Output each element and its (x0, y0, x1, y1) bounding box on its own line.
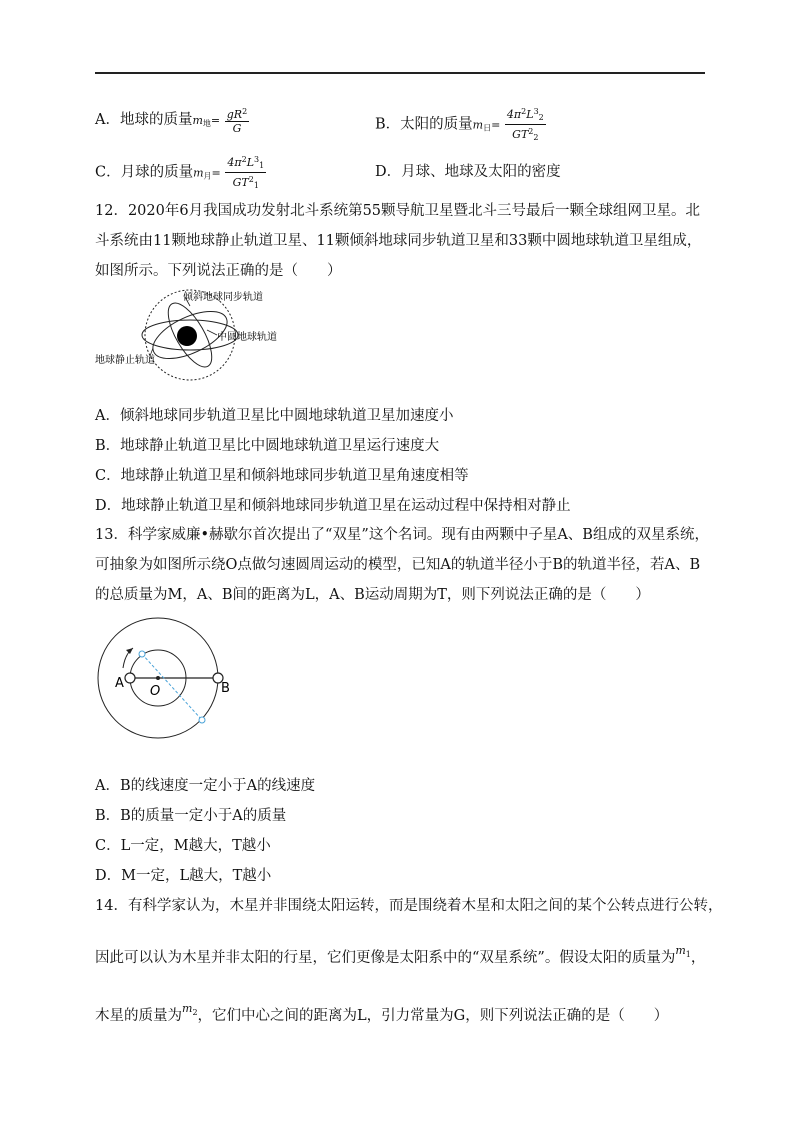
q14-line-3: 木星的质量为$^{m2}$，它们中心之间的距离为L，引力常量为G，则下列说法正确的是（ ） (95, 1002, 669, 1024)
q11-c-fraction: $\frac{4\pi^2L^3_1}{GT^2_1}$ (227, 155, 265, 190)
label-static: 地球静止轨道 (95, 355, 155, 366)
q13-option-c: C．L一定，M越大，T越小 (95, 838, 271, 854)
label-a: A (115, 676, 124, 691)
q11-option-a: A．地球的质量$m_地=$ $\frac{gR^2}{G}$ (95, 107, 248, 135)
q13-option-b: B．B的质量一定小于A的质量 (95, 808, 287, 824)
q11-option-d: D．月球、地球及太阳的密度 (375, 164, 561, 180)
earth (177, 326, 197, 346)
q12-stem: 12．2020年6月我国成功发射北斗系统第55颗导航卫星暨北斗三号最后一颗全球组网卫星。北斗系统由11颗地球静止轨道卫星、11颗倾斜地球同步轨道卫星和33颗中圆地球轨道卫星组成，如图所示。下列说法正确的是（ ） (95, 203, 702, 279)
label-inclined: 倾斜地球同步轨道 (183, 292, 263, 303)
q13-option-d: D．M一定，L越大，T越小 (95, 868, 272, 884)
q13-stem: 13．科学家威廉•赫歇尔首次提出了“双星”这个名词。现有由两颗中子星A、B组成的双星系统，可抽象为如图所示绕O点做匀速圆周运动的模型，已知A的轨道半径小于B的轨道半径，若A、B的总质量为M，A、B间的距离为L，A、B运动周期为T，则下列说法正确的是（ ） (95, 527, 709, 603)
star-a (125, 673, 135, 683)
q12-option-d: D．地球静止轨道卫星和倾斜地球同步轨道卫星在运动过程中保持相对静止 (95, 498, 571, 514)
header-rule (95, 72, 705, 74)
label-medium: 中圆地球轨道 (217, 332, 277, 343)
q12-option-b: B．地球静止轨道卫星比中圆地球轨道卫星运行速度大 (95, 438, 440, 454)
q11-option-c: C．月球的质量$m_月=$ $\frac{4\pi^2L^3_1}{GT^2_1}$ (95, 155, 265, 190)
label-b: B (221, 681, 230, 696)
q13-option-a: A．B的线速度一定小于A的线速度 (95, 778, 316, 794)
q12-option-c: C．地球静止轨道卫星和倾斜地球同步轨道卫星角速度相等 (95, 468, 469, 484)
q11-a-fraction: $\frac{gR^2}{G}$ (226, 107, 248, 135)
q14-line-1: 14．有科学家认为，木星并非围绕太阳运转，而是围绕着木星和太阳之间的某个公转点进行公转， (95, 898, 723, 914)
q14-line-2: 因此可以认为木星并非太阳的行星，它们更像是太阳系中的“双星系统”。假设太阳的质量为$^{m1}$， (95, 944, 706, 966)
q11-b-fraction: $\frac{4\pi^2L^3_2}{GT^2_2}$ (506, 107, 544, 142)
q12-orbit-figure (95, 288, 295, 383)
label-o: O (150, 684, 161, 699)
q11-option-b: B．太阳的质量$m_日=$ $\frac{4\pi^2L^3_2}{GT^2_2}$ (375, 107, 544, 142)
q12-option-a: A．倾斜地球同步轨道卫星比中圆地球轨道卫星加速度小 (95, 408, 454, 424)
center-o (156, 676, 160, 680)
q13-binary-figure (95, 612, 245, 760)
arrow-icon (126, 648, 133, 654)
